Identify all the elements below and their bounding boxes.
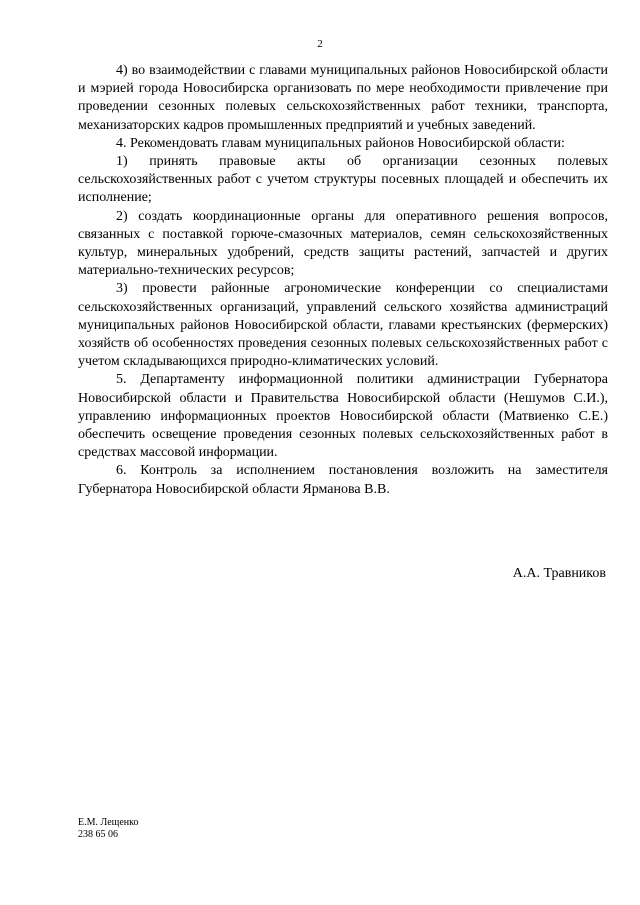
document-body [78, 62, 608, 499]
footer-contact [78, 817, 139, 841]
paragraph-section-6: 6. Контроль за исполнением постановления возложить на заместителя Губернатора Новосибирской области Ярманова В.В. [78, 463, 608, 497]
paragraph-section-5: 5. Департаменту информационной политики администрации Губернатора Новосибирской области и Правительства Новосибирской области (Нешумов С.И.), управлению информационных проектов Новосибирской области (Матвиенко С.Е.) обеспечить освещение проведения сезонных полевых сельскохозяйственных работ в средствах массовой информации. [78, 372, 608, 461]
paragraph-item-4-2: 2) создать координационные органы для оперативного решения вопросов, связанных с поставкой горюче-смазочных материалов, семян сельскохозяйственных культур, минеральных удобрений, средств защиты растений, запчастей и других материально-технических ресурсов; [78, 208, 608, 279]
paragraph-item-4-1: 1) принять правовые акты об организации сезонных полевых сельскохозяйственных работ с учетом структуры посевных площадей и обеспечить их исполнение; [78, 154, 608, 206]
paragraph-section-4: 4. Рекомендовать главам муниципальных районов Новосибирской области: [116, 135, 565, 151]
paragraph-item-4-3: 3) провести районные агрономические конференции со специалистами сельскохозяйственных организаций, управлений сельского хозяйства администраций муниципальных районов Новосибирской области, главами крестьянских (фермерских) хозяйств об особенностях проведения сезонных полевых сельскохозяйственных работ с учетом складывающихся природно-климатических условий. [78, 281, 608, 370]
footer-phone: 238 65 06 [78, 829, 118, 840]
signature-name: А.А. Травников [512, 566, 606, 581]
paragraph-item-4-4: 4) во взаимодействии с главами муниципальных районов Новосибирской области и мэрией города Новосибирска организовать по мере необходимости привлечение при проведении сезонных полевых сельскохозяйственных работ техники, транспорта, механизаторских кадров промышленных предприятий и учебных заведений. [78, 63, 608, 133]
page-number: 2 [317, 38, 323, 50]
footer-author: Е.М. Лещенко [78, 817, 139, 828]
